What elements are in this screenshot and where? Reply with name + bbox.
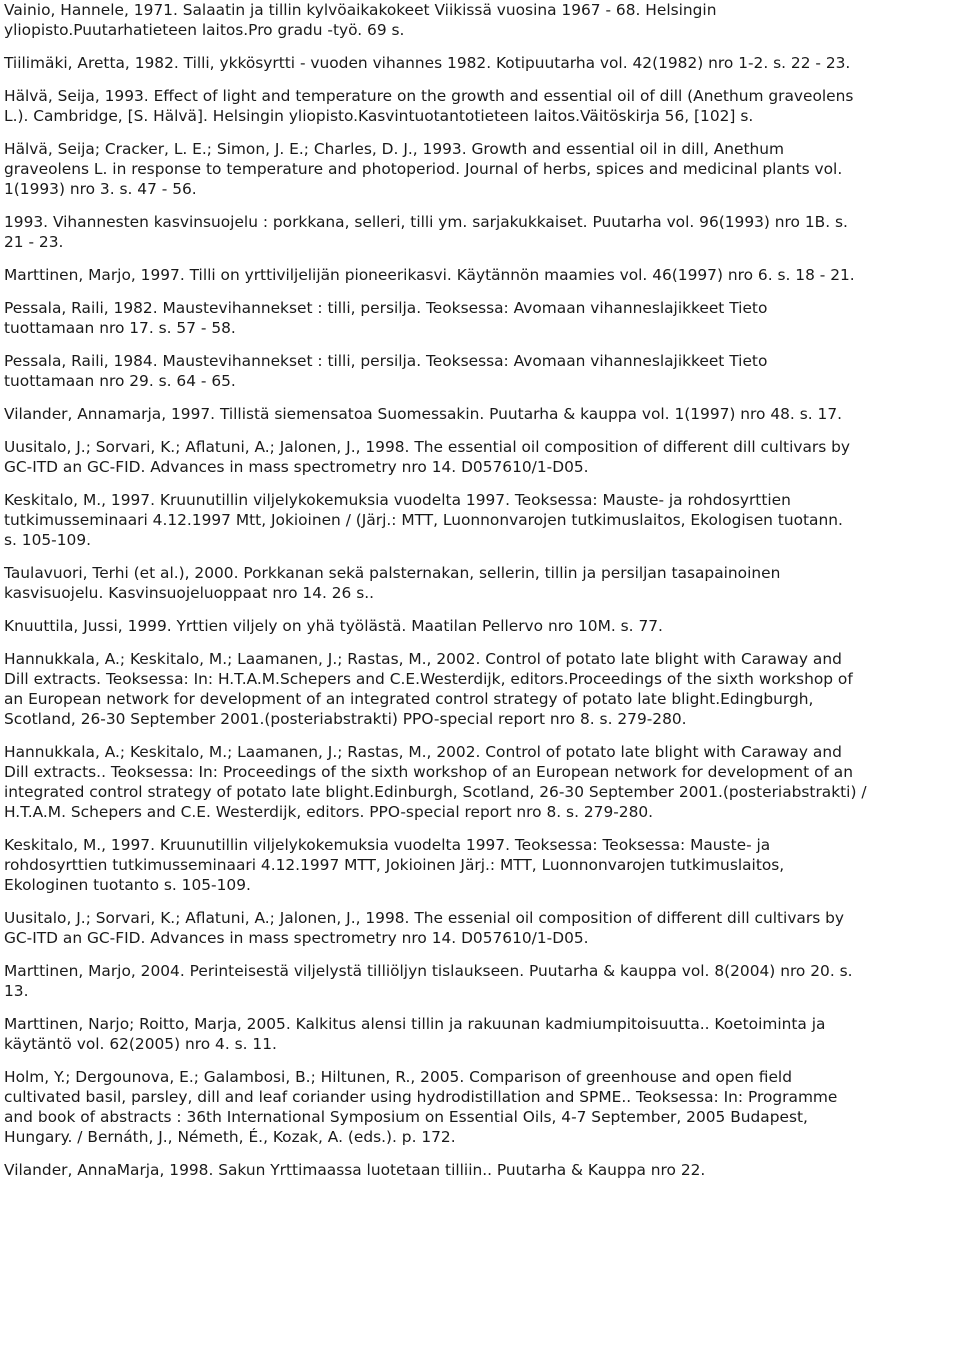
reference-entry bbox=[4, 961, 958, 1001]
reference-line: L.). Cambridge, [S. Hälvä]. Helsingin yliopisto.Kasvintuotantotieteen laitos.Väitöskirja 56, [102] s. bbox=[4, 107, 754, 125]
reference-entry bbox=[4, 404, 958, 424]
reference-entry bbox=[4, 53, 958, 73]
reference-list bbox=[4, 0, 958, 1193]
reference-line: Hannukkala, A.; Keskitalo, M.; Laamanen, J.; Rastas, M., 2002. Control of potato late blight with Caraway and bbox=[4, 743, 842, 761]
reference-entry bbox=[4, 298, 958, 338]
reference-entry bbox=[4, 139, 958, 199]
reference-entry bbox=[4, 616, 958, 636]
reference-entry bbox=[4, 265, 958, 285]
reference-line: Marttinen, Marjo, 1997. Tilli on yrttiviljelijän pioneerikasvi. Käytännön maamies vol. 46(1997) nro 6. s. 18 - 21. bbox=[4, 266, 855, 284]
reference-line: Vilander, AnnaMarja, 1998. Sakun Yrttimaassa luotetaan tilliin.. Puutarha & Kauppa nro 22. bbox=[4, 1161, 706, 1179]
reference-line: Keskitalo, M., 1997. Kruunutillin viljelykokemuksia vuodelta 1997. Teoksessa: Teoksessa: Mauste- ja bbox=[4, 836, 771, 854]
reference-line: cultivated basil, parsley, dill and leaf coriander using hydrodistillation and SPME.. Teoksessa: In: Programme bbox=[4, 1088, 838, 1106]
reference-line: 1(1993) nro 3. s. 47 - 56. bbox=[4, 180, 197, 198]
reference-line: Dill extracts. Teoksessa: In: H.T.A.M.Schepers and C.E.Westerdijk, editors.Proceedings of the sixth workshop of bbox=[4, 670, 853, 688]
reference-line: Tiilimäki, Aretta, 1982. Tilli, ykkösyrtti - vuoden vihannes 1982. Kotipuutarha vol. 42(1982) nro 1-2. s. 22 - 23. bbox=[4, 54, 851, 72]
reference-line: Hälvä, Seija; Cracker, L. E.; Simon, J. E.; Charles, D. J., 1993. Growth and essential oil in dill, Anethum bbox=[4, 140, 785, 158]
reference-line: Dill extracts.. Teoksessa: In: Proceedings of the sixth workshop of an European network for development of an bbox=[4, 763, 853, 781]
reference-line: rohdosyrttien tutkimusseminaari 4.12.1997 MTT, Jokioinen Järj.: MTT, Luonnonvarojen tutkimuslaitos, bbox=[4, 856, 785, 874]
reference-line: Vilander, Annamarja, 1997. Tillistä siemensatoa Suomessakin. Puutarha & kauppa vol. 1(1997) nro 48. s. 17. bbox=[4, 405, 842, 423]
reference-entry bbox=[4, 908, 958, 948]
reference-line: Uusitalo, J.; Sorvari, K.; Aflatuni, A.; Jalonen, J., 1998. The essenial oil composition of different dill cultivars by bbox=[4, 909, 844, 927]
reference-line: 21 - 23. bbox=[4, 233, 64, 251]
reference-line: Keskitalo, M., 1997. Kruunutillin viljelykokemuksia vuodelta 1997. Teoksessa: Mauste- ja rohdosyrttien bbox=[4, 491, 791, 509]
reference-line: tutkimusseminaari 4.12.1997 Mtt, Jokioinen / (Järj.: MTT, Luonnonvarojen tutkimuslaitos, Ekologisen tuotann. bbox=[4, 511, 843, 529]
reference-line: s. 105-109. bbox=[4, 531, 92, 549]
reference-line: an European network for development of an integrated control strategy of potato late blight.Edingburgh, bbox=[4, 690, 814, 708]
reference-line: GC-ITD an GC-FID. Advances in mass spectrometry nro 14. D057610/1-D05. bbox=[4, 929, 589, 947]
reference-line: yliopisto.Puutarhatieteen laitos.Pro gradu -työ. 69 s. bbox=[4, 21, 405, 39]
reference-entry bbox=[4, 1067, 958, 1147]
reference-line: käytäntö vol. 62(2005) nro 4. s. 11. bbox=[4, 1035, 277, 1053]
reference-line: tuottamaan nro 29. s. 64 - 65. bbox=[4, 372, 236, 390]
reference-line: Holm, Y.; Dergounova, E.; Galambosi, B.; Hiltunen, R., 2005. Comparison of greenhouse and open field bbox=[4, 1068, 792, 1086]
reference-line: graveolens L. in response to temperature and photoperiod. Journal of herbs, spices and medicinal plants vol. bbox=[4, 160, 843, 178]
reference-line: Hannukkala, A.; Keskitalo, M.; Laamanen, J.; Rastas, M., 2002. Control of potato late blight with Caraway and bbox=[4, 650, 842, 668]
reference-entry bbox=[4, 0, 958, 40]
reference-entry bbox=[4, 437, 958, 477]
reference-line: Pessala, Raili, 1984. Maustevihannekset : tilli, persilja. Teoksessa: Avomaan vihanneslajikkeet Tieto bbox=[4, 352, 768, 370]
reference-line: GC-ITD an GC-FID. Advances in mass spectrometry nro 14. D057610/1-D05. bbox=[4, 458, 589, 476]
reference-line: 13. bbox=[4, 982, 29, 1000]
reference-entry bbox=[4, 563, 958, 603]
reference-entry bbox=[4, 649, 958, 729]
reference-line: Scotland, 26-30 September 2001.(posteriabstrakti) PPO-special report nro 8. s. 279-280. bbox=[4, 710, 687, 728]
reference-line: Knuuttila, Jussi, 1999. Yrttien viljely on yhä työlästä. Maatilan Pellervo nro 10M. s. 77. bbox=[4, 617, 663, 635]
reference-line: Marttinen, Marjo, 2004. Perinteisestä viljelystä tilliöljyn tislaukseen. Puutarha & kauppa vol. 8(2004) nro 20. s. bbox=[4, 962, 853, 980]
reference-line: Marttinen, Narjo; Roitto, Marja, 2005. Kalkitus alensi tillin ja rakuunan kadmiumpitoisuutta.. Koetoiminta ja bbox=[4, 1015, 826, 1033]
reference-line: Vainio, Hannele, 1971. Salaatin ja tillin kylvöaikakokeet Viikissä vuosina 1967 - 68. Helsingin bbox=[4, 1, 717, 19]
reference-line: 1993. Vihannesten kasvinsuojelu : porkkana, selleri, tilli ym. sarjakukkaiset. Puutarha vol. 96(1993) nro 1B. s. bbox=[4, 213, 848, 231]
reference-entry bbox=[4, 1014, 958, 1054]
reference-entry bbox=[4, 742, 958, 822]
reference-entry bbox=[4, 212, 958, 252]
reference-entry bbox=[4, 490, 958, 550]
reference-line: Hungary. / Bernáth, J., Németh, É., Kozak, A. (eds.). p. 172. bbox=[4, 1128, 456, 1146]
reference-line: Uusitalo, J.; Sorvari, K.; Aflatuni, A.; Jalonen, J., 1998. The essential oil composition of different dill cultivars by bbox=[4, 438, 851, 456]
reference-line: kasvisuojelu. Kasvinsuojeluoppaat nro 14. 26 s.. bbox=[4, 584, 375, 602]
reference-line: Ekologinen tuotanto s. 105-109. bbox=[4, 876, 251, 894]
reference-line: Hälvä, Seija, 1993. Effect of light and temperature on the growth and essential oil of dill (Anethum graveolens bbox=[4, 87, 854, 105]
reference-line: tuottamaan nro 17. s. 57 - 58. bbox=[4, 319, 236, 337]
reference-line: Taulavuori, Terhi (et al.), 2000. Porkkanan sekä palsternakan, sellerin, tillin ja persiljan tasapainoinen bbox=[4, 564, 781, 582]
reference-line: and book of abstracts : 36th International Symposium on Essential Oils, 4-7 September, 2005 Budapest, bbox=[4, 1108, 808, 1126]
reference-entry bbox=[4, 835, 958, 895]
reference-entry bbox=[4, 351, 958, 391]
reference-line: H.T.A.M. Schepers and C.E. Westerdijk, editors. PPO-special report nro 8. s. 279-280. bbox=[4, 803, 654, 821]
reference-entry bbox=[4, 86, 958, 126]
reference-line: Pessala, Raili, 1982. Maustevihannekset : tilli, persilja. Teoksessa: Avomaan vihanneslajikkeet Tieto bbox=[4, 299, 768, 317]
reference-line: integrated control strategy of potato late blight.Edinburgh, Scotland, 26-30 September 2001.(posteriabstrakti) / bbox=[4, 783, 867, 801]
reference-entry bbox=[4, 1160, 958, 1180]
